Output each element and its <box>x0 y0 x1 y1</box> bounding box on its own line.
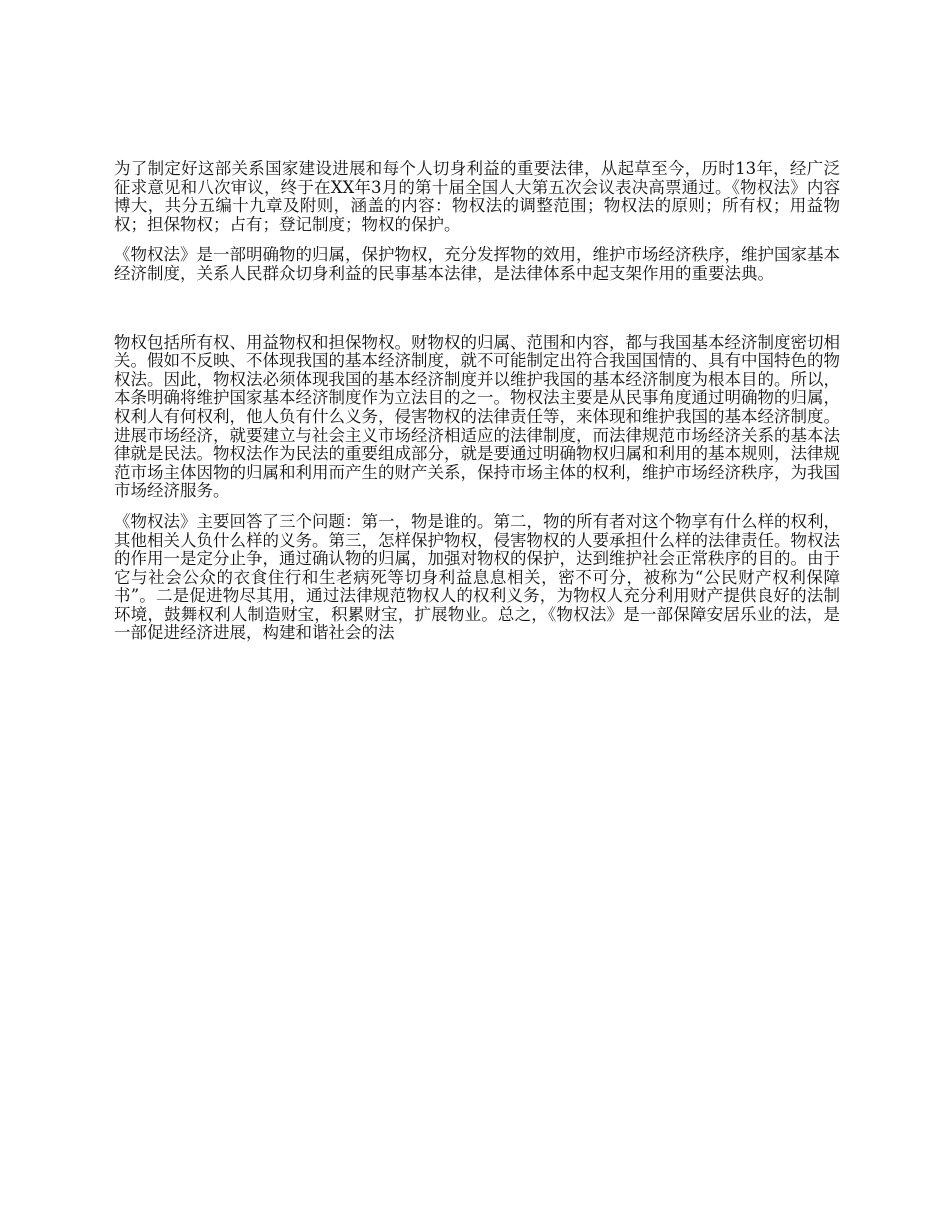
paragraph-3: 物权包括所有权、用益物权和担保物权。财物权的归属、范围和内容，都与我国基本经济制度密切相关。假如不反映、不体现我国的基本经济制度，就不可能制定出符合我国国情的、具有中国特色的物权法。因此，物权法必须体现我国的基本经济制度并以维护我国的基本经济制度为根本目的。所以，本条明确将维护国家基本经济制度作为立法目的之一。物权法主要是从民事角度通过明确物的归属，权利人有何权利，他人负有什么义务，侵害物权的法律责任等，来体现和维护我国的基本经济制度。进展市场经济，就要建立与社会主义市场经济相适应的法律制度，而法律规范市场经济关系的基本法律就是民法。物权法作为民法的重要组成部分，就是要通过明确物权归属和利用的基本规则，法律规范市场主体因物的归属和利用而产生的财产关系，保持市场主体的权利，维护市场经济秩序，为我国市场经济服务。 <box>114 332 840 501</box>
paragraph-2: 《物权法》是一部明确物的归属，保护物权，充分发挥物的效用，维护市场经济秩序，维护国家基本经济制度，关系人民群众切身利益的民事基本法律，是法律体系中起支架作用的重要法典。 <box>114 245 840 283</box>
paragraph-1: 为了制定好这部关系国家建设进展和每个人切身利益的重要法律，从起草至今，历时13年，经广泛征求意见和八次审议，终于在XX年3月的第十届全国人大第五次会议表决高票通过。《物权法》内容博大，共分五编十九章及附则，涵盖的内容：物权法的调整范围；物权法的原则；所有权；用益物权；担保物权；占有；登记制度；物权的保护。 <box>114 159 840 234</box>
document-body <box>114 160 840 655</box>
paragraph-spacer <box>114 296 840 334</box>
paragraph-4: 《物权法》主要回答了三个问题：第一，物是谁的。第二，物的所有者对这个物享有什么样的权利，其他相关人负什么样的义务。第三，怎样保护物权，侵害物权的人要承担什么样的法律责任。物权法的作用一是定分止争，通过确认物的归属，加强对物权的保护，达到维护社会正常秩序的目的。由于它与社会公众的衣食住行和生老病死等切身利益息息相关，密不可分，被称为“公民财产权利保障书”。二是促进物尽其用，通过法律规范物权人的权利义务，为物权人充分利用财产提供良好的法制环境，鼓舞权利人制造财宝，积累财宝，扩展物业。总之，《物权法》是一部保障安居乐业的法，是一部促进经济进展，构建和谐社会的法 <box>114 511 840 643</box>
